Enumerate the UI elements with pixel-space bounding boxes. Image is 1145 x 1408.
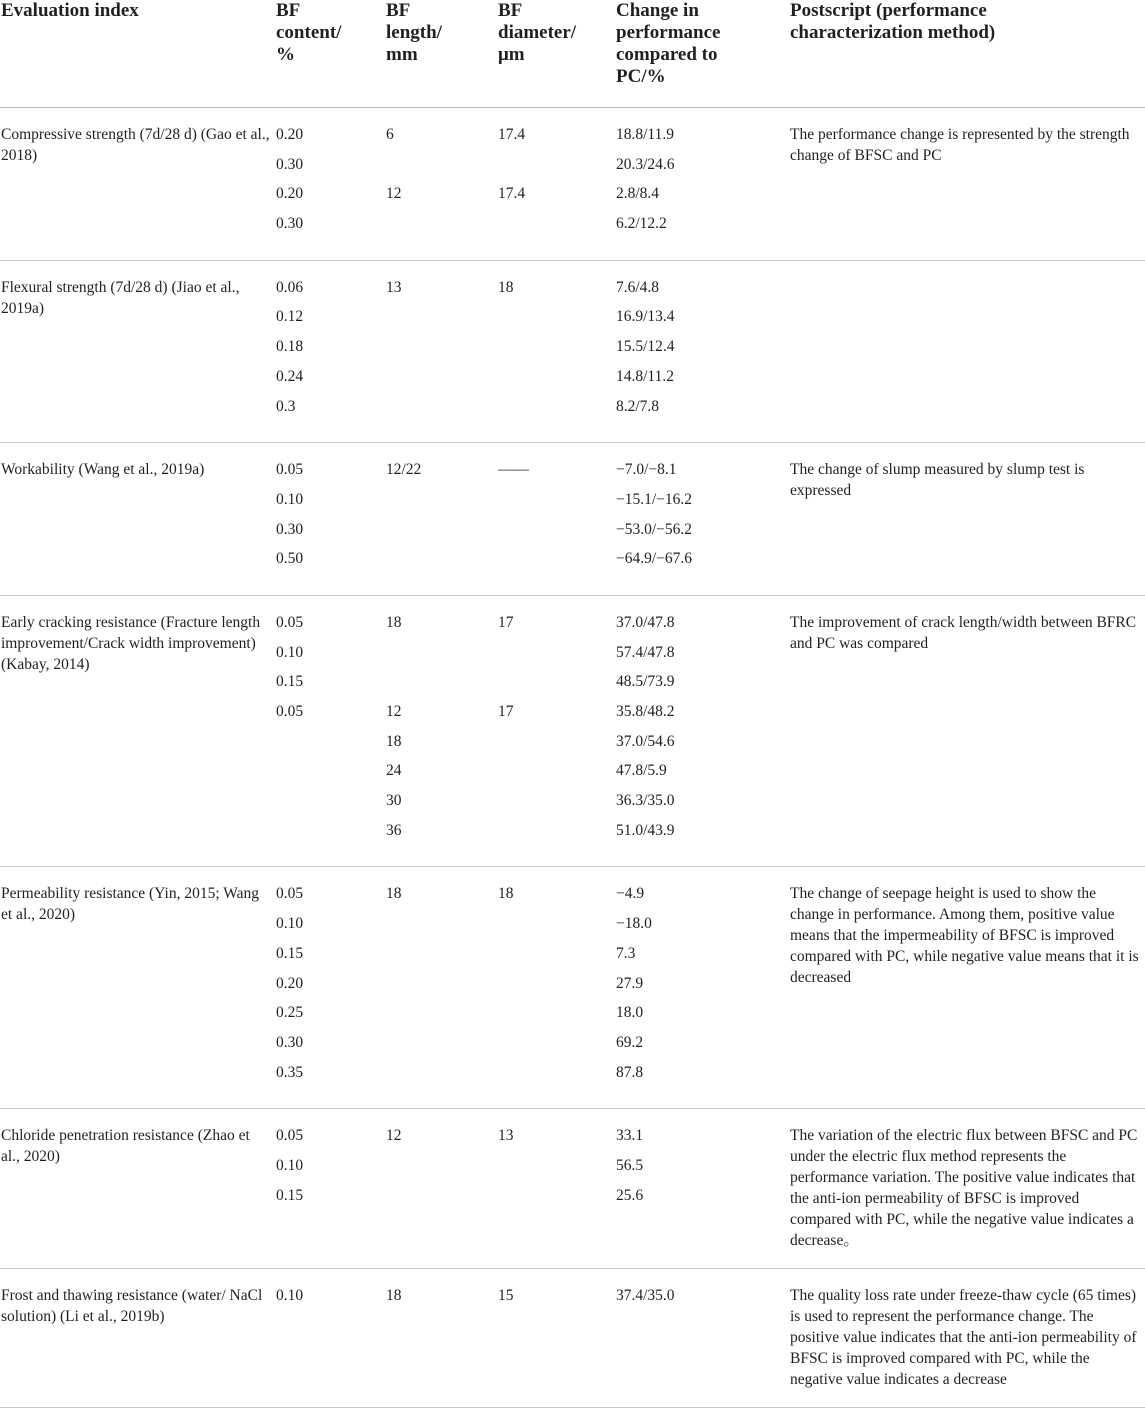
bf-content-value: 0.35 <box>276 1063 304 1081</box>
table-row <box>0 260 1145 442</box>
bf-length-value: 12 <box>386 703 402 720</box>
evaluation-index-cell: Frost and thawing resistance (water/ NaCl solution) (Li et al., 2019b) <box>1 1287 263 1326</box>
bf-content-value: 0.30 <box>276 520 304 538</box>
performance-change-cell <box>616 1109 790 1269</box>
bf-length-value: 12 <box>386 185 402 203</box>
bf-diameter-value <box>498 154 616 184</box>
performance-change-cell <box>616 1269 790 1408</box>
performance-change-value: 6.2/12.2 <box>616 215 667 233</box>
performance-change-value: 51.0/43.9 <box>616 821 675 839</box>
performance-change-value: 87.8 <box>616 1063 644 1081</box>
bf-length-value: 30 <box>386 792 402 810</box>
bf-diameter-value: 17.4 <box>498 185 526 203</box>
bf-diameter-value: 18 <box>498 278 514 296</box>
performance-change-value: 37.4/35.0 <box>616 1287 675 1305</box>
performance-change-value: 47.8/5.9 <box>616 762 667 780</box>
performance-change-value: 48.5/73.9 <box>616 673 675 691</box>
header-change-in-performance: Change in performance compared to PC/% <box>616 0 721 87</box>
bf-content-value: 0.15 <box>276 673 304 691</box>
bf-length-value <box>386 671 498 701</box>
performance-change-value: −4.9 <box>616 885 645 903</box>
bf-content-cell <box>276 443 386 596</box>
performance-change-value: 8.2/7.8 <box>616 397 660 415</box>
performance-change-value: 56.5 <box>616 1156 644 1174</box>
performance-change-value: −15.1/−16.2 <box>616 490 693 508</box>
bf-diameter-cell <box>498 108 616 261</box>
performance-change-value: 18.8/11.9 <box>616 126 674 143</box>
bf-content-cell <box>276 260 386 442</box>
postscript-cell <box>790 260 1145 442</box>
bf-content-value: 0.20 <box>276 185 304 203</box>
bf-diameter-value <box>498 213 616 243</box>
bf-content-value: 0.05 <box>276 703 304 720</box>
bf-content-value: 0.25 <box>276 1004 304 1022</box>
performance-change-value: 20.3/24.6 <box>616 155 675 173</box>
bf-diameter-cell <box>498 443 616 596</box>
bf-diameter-value <box>498 642 616 672</box>
evaluation-index-cell: Chloride penetration resistance (Zhao et al., 2020) <box>1 1127 250 1166</box>
bf-length-value: 18 <box>386 885 402 903</box>
bf-length-cell <box>386 260 498 442</box>
bf-content-value: 0.15 <box>276 944 304 962</box>
bf-length-value: 18 <box>386 732 402 750</box>
performance-change-cell <box>616 595 790 867</box>
performance-change-value: 15.5/12.4 <box>616 338 675 356</box>
header-bf-content: BF content/ % <box>276 0 342 65</box>
bf-length-value: 12 <box>386 1127 402 1145</box>
table-row <box>0 867 1145 1109</box>
table-row <box>0 1269 1145 1408</box>
header-bf-diameter: BF diameter/ μm <box>498 0 577 65</box>
evaluation-index-cell: Permeability resistance (Yin, 2015; Wang et al., 2020) <box>1 885 260 924</box>
table-body <box>0 108 1145 1408</box>
performance-change-value: −53.0/−56.2 <box>616 520 693 538</box>
evaluation-index-cell: Compressive strength (7d/28 d) (Gao et al., 2018) <box>1 126 270 164</box>
postscript-cell: The change of slump measured by slump test is expressed <box>790 461 1085 500</box>
bf-content-value: 0.10 <box>276 643 304 661</box>
performance-change-value: 2.8/8.4 <box>616 185 660 203</box>
performance-change-value: 37.0/47.8 <box>616 613 675 631</box>
bf-length-cell <box>386 443 498 596</box>
bf-content-value: 0.15 <box>276 1186 304 1204</box>
performance-change-value: 33.1 <box>616 1127 644 1145</box>
bf-diameter-value: 17 <box>498 703 514 720</box>
performance-change-value: 16.9/13.4 <box>616 308 675 326</box>
performance-change-value: 27.9 <box>616 974 644 992</box>
bf-diameter-value: 18 <box>498 885 514 903</box>
table-row <box>0 1109 1145 1269</box>
performance-change-value: 7.6/4.8 <box>616 278 660 296</box>
bf-length-value: 18 <box>386 1287 402 1305</box>
table-header <box>0 0 1145 108</box>
performance-change-value: 25.6 <box>616 1186 644 1204</box>
bf-content-cell <box>276 867 386 1109</box>
bf-content-cell <box>276 1269 386 1408</box>
bf-content-value: 0.30 <box>276 1033 304 1051</box>
bf-content-value: 0.24 <box>276 367 304 385</box>
bf-length-value <box>386 642 498 672</box>
bf-content-value: 0.50 <box>276 550 304 568</box>
performance-change-value: 36.3/35.0 <box>616 792 675 810</box>
performance-change-value: 37.0/54.6 <box>616 732 675 750</box>
bf-content-value: 0.20 <box>276 126 304 143</box>
bf-content-value: 0.05 <box>276 1127 304 1145</box>
performance-change-value: 69.2 <box>616 1033 644 1051</box>
bf-diameter-cell <box>498 1109 616 1269</box>
bf-content-cell <box>276 108 386 261</box>
bf-length-value: 24 <box>386 762 402 780</box>
bf-content-value: 0.3 <box>276 397 296 415</box>
postscript-cell: The quality loss rate under freeze-thaw cycle (65 times) is used to represent the performance change. The positive value indicates that the anti-ion permeability of BFSC is improved compared with PC, while the negative value indicates a decrease <box>790 1287 1137 1389</box>
performance-change-value: −7.0/−8.1 <box>616 461 677 479</box>
bf-content-value: 0.20 <box>276 974 304 992</box>
table-row <box>0 443 1145 596</box>
bf-content-value: 0.06 <box>276 278 304 296</box>
bf-length-value: 18 <box>386 613 402 631</box>
bf-content-value: 0.05 <box>276 885 304 903</box>
header-evaluation-index: Evaluation index <box>1 0 139 21</box>
evaluation-index-cell: Early cracking resistance (Fracture length improvement/Crack width improvement) (Kabay, 2014) <box>1 613 261 673</box>
bf-length-value: 13 <box>386 278 402 296</box>
bf-content-value: 0.05 <box>276 613 304 631</box>
bf-length-value: 36 <box>386 821 402 839</box>
bf-diameter-value: 17 <box>498 613 514 631</box>
bf-diameter-cell <box>498 595 616 867</box>
bf-content-value: 0.10 <box>276 1156 304 1174</box>
bf-length-value <box>386 154 498 184</box>
postscript-cell: The improvement of crack length/width between BFRC and PC was compared <box>790 613 1137 652</box>
performance-change-cell <box>616 108 790 261</box>
performance-change-value: 7.3 <box>616 944 636 962</box>
evaluation-index-cell: Flexural strength (7d/28 d) (Jiao et al., 2019a) <box>1 278 240 317</box>
table-row <box>0 108 1145 261</box>
performance-change-value: 57.4/47.8 <box>616 643 675 661</box>
bf-length-value: 12/22 <box>386 461 422 479</box>
performance-change-value: 35.8/48.2 <box>616 703 675 720</box>
bf-content-value: 0.30 <box>276 155 304 173</box>
performance-change-cell <box>616 443 790 596</box>
bf-content-value: 0.10 <box>276 490 304 508</box>
performance-change-value: −64.9/−67.6 <box>616 550 693 568</box>
postscript-cell: The variation of the electric flux between BFSC and PC under the electric flux method represents the performance variation. The positive value indicates that the anti-ion permeability of BFSC is improved compared with PC, while the negative value indicates a decrease。 <box>790 1127 1138 1250</box>
performance-change-value: 14.8/11.2 <box>616 367 674 385</box>
bf-diameter-value: 15 <box>498 1287 514 1305</box>
performance-change-value: 18.0 <box>616 1004 644 1022</box>
bf-content-value: 0.18 <box>276 338 304 356</box>
bf-diameter-cell <box>498 867 616 1109</box>
postscript-cell: The performance change is represented by the strength change of BFSC and PC <box>790 126 1130 164</box>
header-postscript: Postscript (performance characterization method) <box>790 0 996 43</box>
bf-content-value: 0.05 <box>276 461 304 479</box>
bf-diameter-cell <box>498 1269 616 1408</box>
bf-length-value: 6 <box>386 126 394 143</box>
bf-content-cell <box>276 1109 386 1269</box>
bf-diameter-value: —— <box>498 461 529 479</box>
bf-diameter-value <box>498 671 616 701</box>
bf-length-cell <box>386 595 498 867</box>
bf-content-value: 0.30 <box>276 215 304 233</box>
header-bf-length: BF length/ mm <box>386 0 442 65</box>
bf-length-cell <box>386 1269 498 1408</box>
bf-content-value: 0.10 <box>276 1287 304 1305</box>
bf-length-value <box>386 213 498 243</box>
bf-content-value: 0.10 <box>276 915 304 933</box>
bf-diameter-value: 13 <box>498 1127 514 1145</box>
bf-length-cell <box>386 108 498 261</box>
bf-content-cell <box>276 595 386 867</box>
postscript-cell: The change of seepage height is used to show the change in performance. Among them, positive value means that the impermeability of BFSC is improved compared with PC, while negative value means that it is decreased <box>790 885 1139 987</box>
performance-change-cell <box>616 260 790 442</box>
evaluation-index-cell: Workability (Wang et al., 2019a) <box>1 461 205 479</box>
bf-diameter-cell <box>498 260 616 442</box>
bf-diameter-value: 17.4 <box>498 126 526 143</box>
performance-change-value: −18.0 <box>616 915 652 933</box>
bf-content-value: 0.12 <box>276 308 304 326</box>
performance-change-cell <box>616 867 790 1109</box>
table-row <box>0 595 1145 867</box>
bf-length-cell <box>386 867 498 1109</box>
bf-length-cell <box>386 1109 498 1269</box>
